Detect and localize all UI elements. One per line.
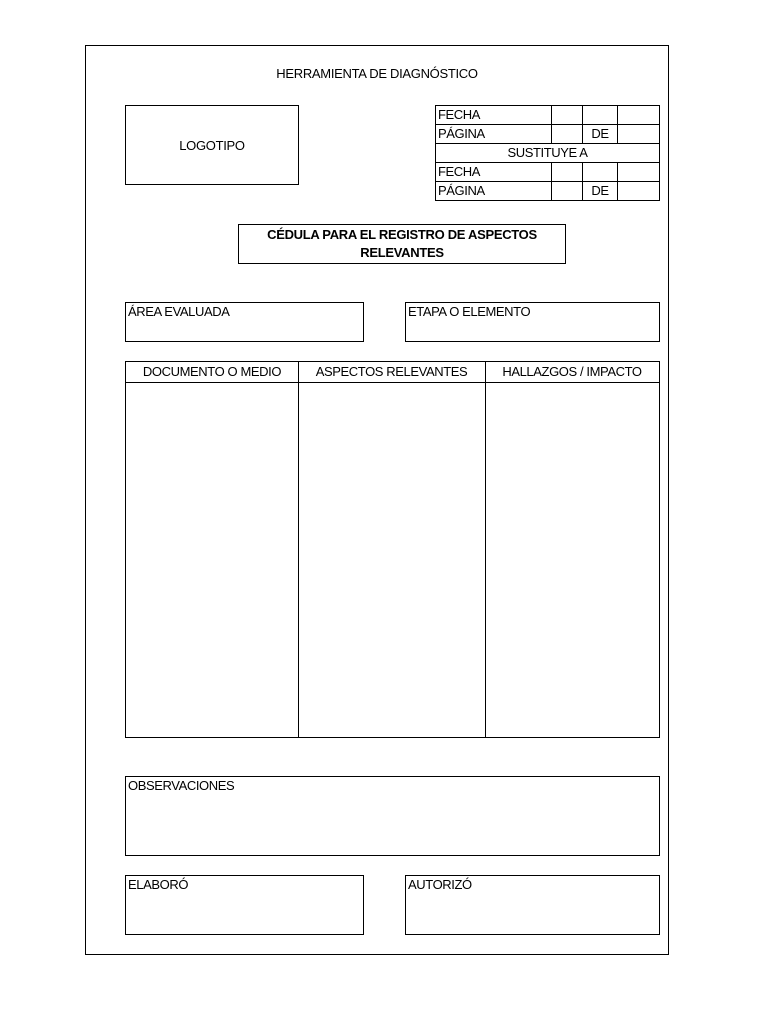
column-header-aspectos: ASPECTOS RELEVANTES bbox=[298, 362, 485, 383]
pagina-number-cell[interactable] bbox=[552, 182, 583, 201]
observaciones-label: OBSERVACIONES bbox=[128, 778, 235, 793]
pagina-label: PÁGINA bbox=[436, 125, 552, 144]
area-evaluada-field[interactable] bbox=[125, 302, 364, 342]
fecha-label: FECHA bbox=[436, 106, 552, 125]
observaciones-field[interactable] bbox=[125, 776, 660, 856]
sustituye-fecha-label: FECHA bbox=[436, 163, 552, 182]
sustituye-fecha-row bbox=[436, 163, 660, 182]
fecha-cell[interactable] bbox=[618, 106, 660, 125]
fecha-cell[interactable] bbox=[618, 163, 660, 182]
de-label: DE bbox=[583, 125, 618, 144]
elaboro-label: ELABORÓ bbox=[128, 877, 189, 892]
pagina-total-cell[interactable] bbox=[618, 125, 660, 144]
hallazgos-column-cell[interactable] bbox=[486, 383, 659, 737]
aspectos-column-cell[interactable] bbox=[299, 383, 485, 737]
fecha-cell[interactable] bbox=[552, 106, 583, 125]
etapa-elemento-label: ETAPA O ELEMENTO bbox=[408, 304, 531, 319]
autorizo-label: AUTORIZÓ bbox=[408, 877, 472, 892]
sustituye-pagina-row bbox=[436, 182, 660, 201]
logo-placeholder bbox=[125, 105, 299, 185]
form-heading bbox=[238, 224, 566, 264]
column-header-hallazgos: HALLAZGOS / IMPACTO bbox=[485, 362, 659, 383]
area-evaluada-label: ÁREA EVALUADA bbox=[128, 304, 230, 319]
form-title: HERRAMIENTA DE DIAGNÓSTICO bbox=[276, 66, 478, 81]
sustituye-row bbox=[436, 144, 660, 163]
logo-label: LOGOTIPO bbox=[179, 137, 245, 153]
pagina-total-cell[interactable] bbox=[618, 182, 660, 201]
column-header-documento: DOCUMENTO O MEDIO bbox=[126, 362, 298, 383]
pagina-row bbox=[436, 125, 660, 144]
aspects-grid bbox=[125, 361, 660, 738]
sustituye-pagina-label: PÁGINA bbox=[436, 182, 552, 201]
fecha-cell[interactable] bbox=[583, 106, 618, 125]
documento-column-cell[interactable] bbox=[126, 383, 298, 737]
fecha-cell[interactable] bbox=[552, 163, 583, 182]
heading-line-1: CÉDULA PARA EL REGISTRO DE ASPECTOS bbox=[267, 227, 537, 242]
control-table bbox=[435, 105, 660, 201]
fecha-row bbox=[436, 106, 660, 125]
pagina-number-cell[interactable] bbox=[552, 125, 583, 144]
autorizo-field[interactable] bbox=[405, 875, 660, 935]
de-label: DE bbox=[583, 182, 618, 201]
elaboro-field[interactable] bbox=[125, 875, 364, 935]
etapa-elemento-field[interactable] bbox=[405, 302, 660, 342]
heading-line-2: RELEVANTES bbox=[360, 245, 444, 260]
fecha-cell[interactable] bbox=[583, 163, 618, 182]
sustituye-label: SUSTITUYE A bbox=[436, 144, 660, 163]
